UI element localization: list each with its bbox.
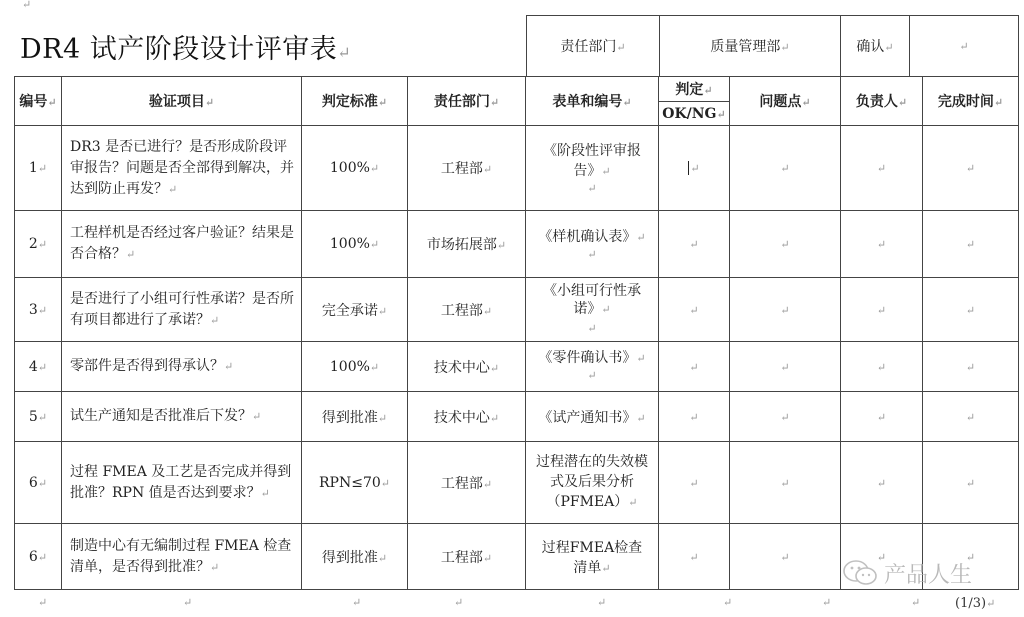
cell-done[interactable]: ↵ — [923, 278, 1019, 342]
table-row — [15, 126, 1019, 211]
cell-dept[interactable]: 技术中心↵ — [408, 392, 526, 442]
cell-criteria[interactable]: 100%↵ — [302, 211, 408, 278]
watermark — [842, 555, 992, 591]
cell-judge[interactable]: ↵ — [659, 278, 730, 342]
header-dept-label: 责任部门↵ — [527, 16, 660, 77]
header-confirm-label: 确认↵ — [841, 16, 910, 77]
table-row — [15, 442, 1019, 524]
cell-no[interactable]: 4↵ — [15, 342, 62, 392]
cell-done[interactable]: ↵ — [923, 211, 1019, 278]
cell-owner[interactable]: ↵ — [841, 442, 923, 524]
cell-judge[interactable]: ↵ — [659, 392, 730, 442]
document-title-text: DR4 试产阶段设计评审表 — [20, 34, 338, 65]
col-header-judge-sub: OK/NG↵ — [659, 102, 730, 126]
cell-no[interactable]: 6↵ — [15, 524, 62, 590]
cell-dept[interactable]: 技术中心↵ — [408, 342, 526, 392]
cell-form[interactable]: 《小组可行性承诺》↵ ↵ — [526, 278, 659, 342]
cell-done[interactable]: ↵ — [923, 342, 1019, 392]
col-header-item: 验证项目↵ — [62, 77, 302, 126]
paragraph-mark: ↵ — [183, 596, 193, 609]
cell-no[interactable]: 5↵ — [15, 392, 62, 442]
paragraph-mark: ↵ — [723, 596, 733, 609]
cell-no[interactable]: 1↵ — [15, 126, 62, 211]
cell-dept[interactable]: 工程部↵ — [408, 278, 526, 342]
review-table — [14, 76, 1019, 590]
cell-issue[interactable]: ↵ — [730, 126, 841, 211]
watermark-text: 产品人生 — [884, 562, 973, 588]
cell-judge[interactable]: ↵ — [659, 524, 730, 590]
cell-criteria[interactable]: 100%↵ — [302, 126, 408, 211]
cell-judge[interactable]: ↵ — [659, 342, 730, 392]
document-title — [20, 27, 351, 66]
wechat-icon — [842, 558, 878, 588]
cell-issue[interactable]: ↵ — [730, 278, 841, 342]
cell-issue[interactable]: ↵ — [730, 524, 841, 590]
cell-judge[interactable]: ↵ — [659, 126, 730, 211]
paragraph-mark: ↵ — [337, 43, 352, 62]
cell-dept[interactable]: 工程部↵ — [408, 126, 526, 211]
cell-no[interactable]: 3↵ — [15, 278, 62, 342]
col-header-dept: 责任部门↵ — [408, 77, 526, 126]
cell-no[interactable]: 2↵ — [15, 211, 62, 278]
cell-judge[interactable]: ↵ — [659, 442, 730, 524]
paragraph-mark: ↵ — [454, 596, 464, 609]
cell-owner[interactable]: ↵ — [841, 392, 923, 442]
col-header-owner: 负责人↵ — [841, 77, 923, 126]
cell-criteria[interactable]: 得到批准↵ — [302, 392, 408, 442]
paragraph-mark: ↵ — [597, 596, 607, 609]
cell-done[interactable]: ↵ — [923, 442, 1019, 524]
cell-owner[interactable]: ↵ — [841, 126, 923, 211]
cell-dept[interactable]: 工程部↵ — [408, 442, 526, 524]
footer-marks — [0, 596, 1024, 616]
cell-form[interactable]: 过程潜在的失效模式及后果分析（PFMEA）↵ — [526, 442, 659, 524]
cell-form[interactable]: 过程FMEA检查清单↵ — [526, 524, 659, 590]
cell-item[interactable]: 制造中心有无编制过程 FMEA 检查清单，是否得到批准？↵ — [62, 524, 302, 590]
cell-judge[interactable]: ↵ — [659, 211, 730, 278]
cell-issue[interactable]: ↵ — [730, 211, 841, 278]
cell-owner[interactable]: ↵ — [841, 524, 923, 590]
cell-form[interactable]: 《阶段性评审报告》↵ ↵ — [526, 126, 659, 211]
cell-owner[interactable]: ↵ — [841, 342, 923, 392]
cell-item[interactable]: 工程样机是否经过客户验证？结果是否合格？↵ — [62, 211, 302, 278]
paragraph-mark: ↵ — [822, 596, 832, 609]
cell-form[interactable]: 《零件确认书》↵ ↵ — [526, 342, 659, 392]
header-dept-value[interactable]: 质量管理部↵ — [660, 16, 841, 77]
header-info-box — [526, 15, 1019, 77]
col-header-criteria: 判定标准↵ — [302, 77, 408, 126]
cell-issue[interactable]: ↵ — [730, 442, 841, 524]
cell-criteria[interactable]: 得到批准↵ — [302, 524, 408, 590]
table-row — [15, 211, 1019, 278]
cell-owner[interactable]: ↵ — [841, 278, 923, 342]
paragraph-mark: ↵ — [22, 0, 32, 11]
cell-item[interactable]: 试生产通知是否批准后下发？↵ — [62, 392, 302, 442]
cell-item[interactable]: 是否进行了小组可行性承诺？是否所有项目都进行了承诺？↵ — [62, 278, 302, 342]
cell-criteria[interactable]: 完全承诺↵ — [302, 278, 408, 342]
cell-dept[interactable]: 工程部↵ — [408, 524, 526, 590]
cell-form[interactable]: 《样机确认表》↵ ↵ — [526, 211, 659, 278]
paragraph-mark: ↵ — [911, 596, 921, 609]
cell-dept[interactable]: 市场拓展部↵ — [408, 211, 526, 278]
cell-issue[interactable]: ↵ — [730, 392, 841, 442]
table-row — [15, 278, 1019, 342]
col-header-issue: 问题点↵ — [730, 77, 841, 126]
cell-criteria[interactable]: 100%↵ — [302, 342, 408, 392]
paragraph-mark: ↵ — [38, 596, 48, 609]
cell-item[interactable]: DR3 是否已进行？是否形成阶段评审报告？问题是否全部得到解决，并达到防止再发？↵ — [62, 126, 302, 211]
cell-issue[interactable]: ↵ — [730, 342, 841, 392]
cell-criteria[interactable]: RPN≤70↵ — [302, 442, 408, 524]
table-row — [15, 392, 1019, 442]
cell-item[interactable]: 零部件是否得到得承认？↵ — [62, 342, 302, 392]
col-header-form: 表单和编号↵ — [526, 77, 659, 126]
col-header-done: 完成时间↵ — [923, 77, 1019, 126]
paragraph-mark: ↵ — [352, 596, 362, 609]
col-header-judge: 判定↵ — [659, 77, 730, 102]
col-header-no: 编号↵ — [15, 77, 62, 126]
cell-done[interactable]: ↵ — [923, 126, 1019, 211]
header-confirm-value[interactable]: ↵ — [910, 16, 1019, 77]
cell-owner[interactable]: ↵ — [841, 211, 923, 278]
cell-item[interactable]: 过程 FMEA 及工艺是否完成并得到批准？RPN 值是否达到要求？↵ — [62, 442, 302, 524]
page-number: (1/3)↵ — [955, 596, 996, 611]
cell-no[interactable]: 6↵ — [15, 442, 62, 524]
table-row — [15, 342, 1019, 392]
cell-done[interactable]: ↵ — [923, 524, 1019, 590]
cell-form[interactable]: 《试产通知书》↵ — [526, 392, 659, 442]
cell-done[interactable]: ↵ — [923, 392, 1019, 442]
